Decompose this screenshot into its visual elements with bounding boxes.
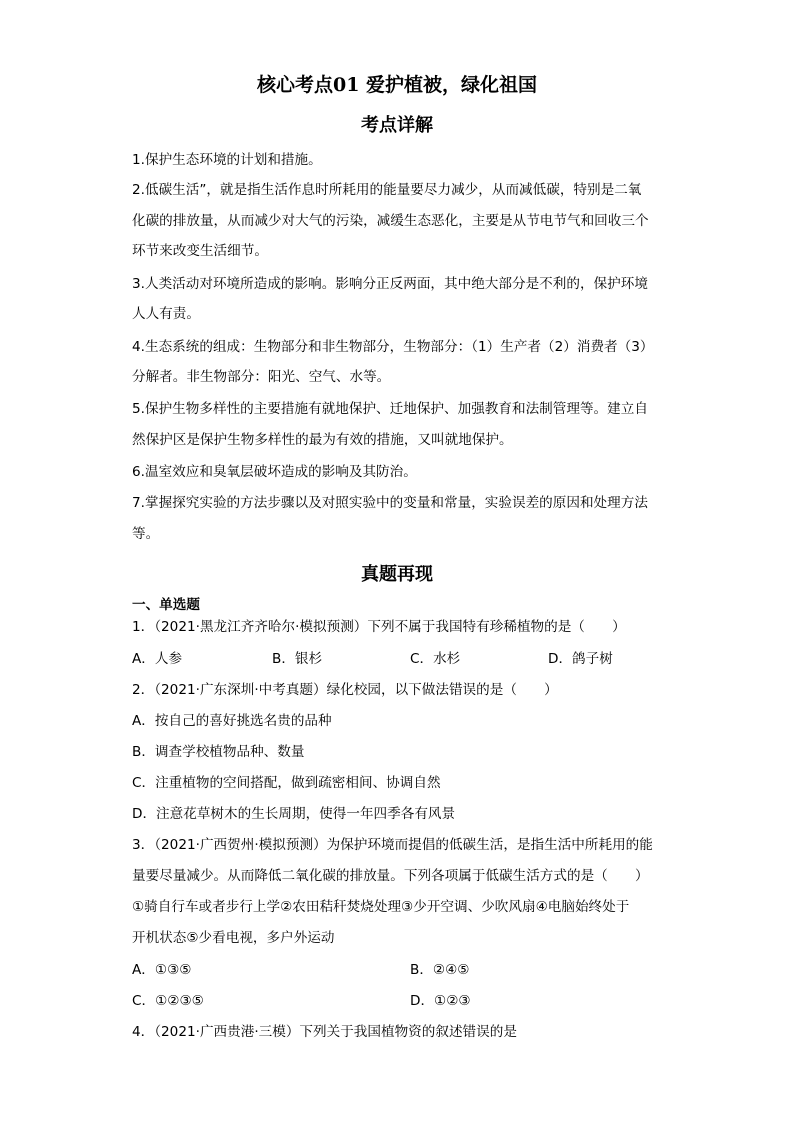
point-line: 分解者。非生物部分：阳光、空气、水等。	[132, 369, 391, 385]
point-line: 4.生态系统的组成：生物部分和非生物部分，生物部分：（1）生产者（2）消费者（3）	[132, 339, 654, 355]
question-stem-line: 量要尽量减少。从而降低二氧化碳的排放量。下列各项属于低碳生活方式的是（ ）	[132, 868, 649, 884]
page-title: 核心考点01 爱护植被，绿化祖国	[256, 74, 538, 96]
option-a: A．按自己的喜好挑选名贵的品种	[132, 713, 332, 729]
point-line: 环节来改变生活细节。	[132, 243, 268, 259]
option-c: C．水杉	[410, 651, 461, 667]
option-a: A．人参	[132, 651, 183, 667]
question-stem: 4．（2021·广西贵港·三模）下列关于我国植物资的叙述错误的是	[132, 1024, 517, 1040]
point-line: 2.低碳生活”，就是指生活作息时所耗用的能量要尽力减少，从而减低碳，特别是二氧	[132, 182, 642, 198]
point-line: 化碳的排放量，从而减少对大气的污染，减缓生态恶化，主要是从节电节气和回收三个	[132, 213, 649, 229]
question-stem: 1．（2021·黑龙江齐齐哈尔·模拟预测）下列不属于我国特有珍稀植物的是（ ）	[132, 619, 626, 635]
point-line: 3.人类活动对环境所造成的影响。影响分正反两面，其中绝大部分是不利的，保护环境	[132, 276, 648, 292]
option-c: C．①②③⑤	[132, 993, 204, 1009]
option-b: B．银杉	[272, 651, 323, 667]
option-d: D．注意花草树木的生长周期，使得一年四季各有风景	[132, 806, 456, 822]
question-stem-line: 3．（2021·广西贺州·模拟预测）为保护环境而提倡的低碳生活，是指生活中所耗用的能	[132, 837, 653, 853]
question-stem-line: ①骑自行车或者步行上学②农田秸秆焚烧处理③少开空调、少吹风扇④电脑始终处于	[132, 899, 630, 915]
point-line: 6.温室效应和臭氧层破坏造成的影响及其防治。	[132, 464, 417, 480]
point-line: 7.掌握探究实验的方法步骤以及对照实验中的变量和常量，实验误差的原因和处理方法	[132, 495, 648, 511]
part-label: 一、单选题	[132, 597, 200, 613]
point-line: 1.保护生态环境的计划和措施。	[132, 152, 322, 168]
question-stem-line: 开机状态⑤少看电视，多户外运动	[132, 930, 335, 946]
point-line: 5.保护生物多样性的主要措施有就地保护、迁地保护、加强教育和法制管理等。建立自	[132, 401, 648, 417]
question-stem: 2．（2021·广东深圳·中考真题）绿化校园，以下做法错误的是（ ）	[132, 682, 558, 698]
option-d: D．①②③	[410, 993, 471, 1009]
point-line: 人人有责。	[132, 306, 200, 322]
section-heading-key-points: 考点详解	[361, 115, 433, 136]
point-line: 然保护区是保护生物多样性的最为有效的措施，又叫就地保护。	[132, 432, 513, 448]
option-b: B．调查学校植物品种、数量	[132, 744, 305, 760]
option-b: B．②④⑤	[410, 962, 470, 978]
option-d: D．鸽子树	[548, 651, 613, 667]
option-a: A．①③⑤	[132, 962, 192, 978]
point-line: 等。	[132, 526, 160, 542]
section-heading-real-questions: 真题再现	[361, 564, 433, 585]
option-c: C．注重植物的空间搭配，做到疏密相间、协调自然	[132, 775, 441, 791]
